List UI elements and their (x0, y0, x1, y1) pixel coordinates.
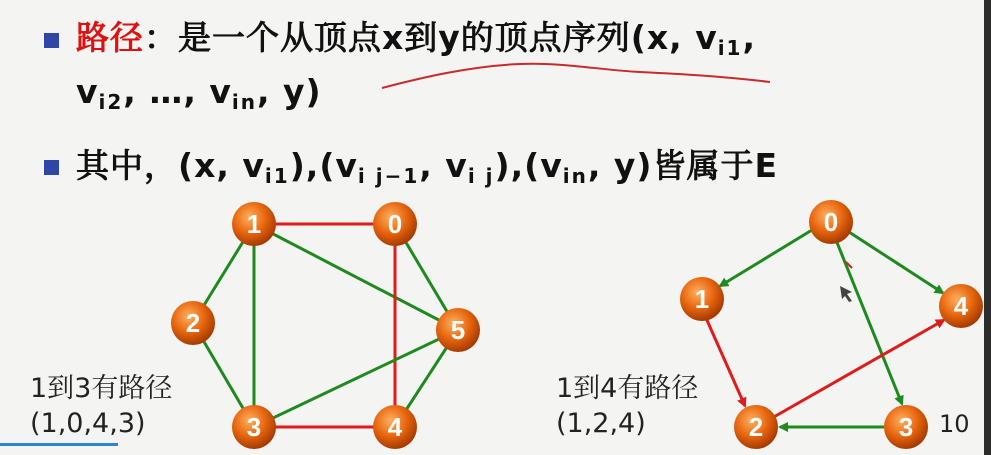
svg-text:5: 5 (450, 315, 466, 345)
right-graph-edges (706, 230, 944, 427)
subscript-i1: i1 (717, 36, 743, 60)
arc-0-4 (849, 232, 943, 293)
arc-0-1 (720, 230, 812, 286)
svg-text:1: 1 (246, 209, 262, 239)
subscript-i2: i2 (98, 90, 124, 114)
pair-1: (x, v (178, 146, 265, 185)
right-node-3 (884, 405, 928, 449)
right-node-2 (734, 405, 778, 449)
svg-text:3: 3 (246, 412, 262, 442)
left-caption-line1: 1到3有路径 (30, 373, 173, 404)
svg-text:3: 3 (898, 412, 914, 442)
arc-1-2 (706, 318, 745, 406)
pair-3-end: , y) (587, 146, 653, 185)
pair-2: (v (319, 146, 358, 185)
window-edge (984, 0, 991, 455)
left-caption-line2: (1,0,4,3) (30, 408, 146, 439)
corner-number: 10 (939, 410, 970, 438)
sequence-middle: , …, v (123, 72, 232, 111)
qizhong-label: 其中， (76, 146, 178, 185)
right-caption-line2: (1,2,4) (556, 408, 646, 439)
svg-text:4: 4 (387, 412, 403, 442)
pair-2-subscript-1: i j−1 (357, 164, 420, 188)
pair-2-end: ), (494, 146, 525, 185)
right-node-4 (939, 284, 983, 328)
progress-line (0, 443, 118, 446)
path-term: 路径 (76, 18, 144, 57)
arc-0-3 (836, 240, 902, 404)
term-colon: ： (144, 18, 178, 57)
pair-2-subscript-2: i j (467, 164, 495, 188)
path-definition: 是一个从顶点x到y的顶点序列 (178, 18, 631, 57)
left-node-3 (232, 405, 276, 449)
cursor-icon (840, 286, 852, 302)
belongs-to-e: 皆属于E (652, 146, 778, 185)
sequence-start: (x, v (630, 18, 718, 57)
pair-3-subscript: in (562, 164, 588, 188)
svg-text:2: 2 (185, 308, 201, 338)
sequence-comma: , (742, 18, 757, 57)
subscript-in: in (231, 90, 257, 114)
svg-text:4: 4 (953, 291, 969, 321)
pair-1-end: ), (289, 146, 320, 185)
sequence-end: , y) (256, 72, 322, 111)
right-node-1 (680, 277, 724, 321)
right-node-0 (809, 200, 853, 244)
svg-text:0: 0 (387, 209, 403, 239)
left-node-0 (373, 202, 417, 246)
left-node-5 (436, 308, 480, 352)
left-graph-edges (193, 224, 458, 427)
left-node-4 (373, 405, 417, 449)
pair-1-subscript: i1 (264, 164, 290, 188)
svg-text:0: 0 (823, 207, 839, 237)
left-node-2 (171, 301, 215, 345)
left-node-1 (232, 202, 276, 246)
svg-text:2: 2 (748, 412, 764, 442)
right-caption-line1: 1到4有路径 (556, 373, 699, 404)
vertex-v: v (76, 72, 99, 111)
pair-3: (v (524, 146, 563, 185)
pair-2-mid: , v (419, 146, 468, 185)
arc-2-4 (772, 320, 944, 418)
svg-text:1: 1 (694, 284, 710, 314)
